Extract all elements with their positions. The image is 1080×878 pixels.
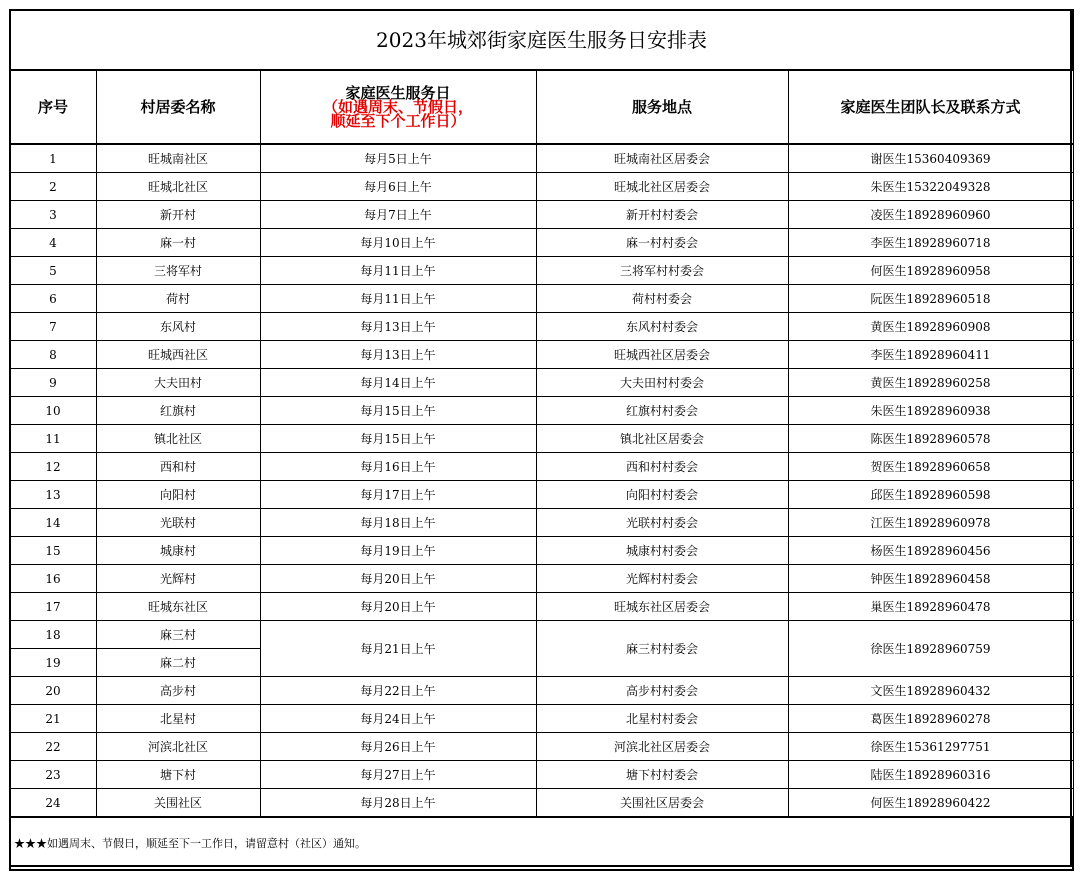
cell-location: 高步村村委会 — [536, 677, 788, 705]
cell-location: 塘下村村委会 — [536, 761, 788, 789]
cell-village: 旺城南社区 — [96, 144, 260, 173]
cell-service-day: 每月15日上午 — [260, 397, 536, 425]
cell-location: 关围社区居委会 — [536, 789, 788, 818]
cell-village: 关围社区 — [96, 789, 260, 818]
cell-village: 麻三村 — [96, 621, 260, 649]
cell-leader: 李医生18928960411 — [788, 341, 1073, 369]
cell-leader: 葛医生18928960278 — [788, 705, 1073, 733]
cell-leader: 黄医生18928960908 — [788, 313, 1073, 341]
cell-index: 20 — [10, 677, 96, 705]
cell-village: 西和村 — [96, 453, 260, 481]
cell-village: 河滨北社区 — [96, 733, 260, 761]
cell-village: 三将军村 — [96, 257, 260, 285]
cell-village: 旺城西社区 — [96, 341, 260, 369]
cell-location: 河滨北社区居委会 — [536, 733, 788, 761]
cell-leader: 何医生18928960422 — [788, 789, 1073, 818]
cell-leader: 朱医生15322049328 — [788, 173, 1073, 201]
cell-service-day: 每月15日上午 — [260, 425, 536, 453]
header-leader: 家庭医生团队长及联系方式 — [788, 70, 1073, 144]
cell-index: 4 — [10, 229, 96, 257]
cell-village: 红旗村 — [96, 397, 260, 425]
cell-index: 5 — [10, 257, 96, 285]
cell-service-day: 每月20日上午 — [260, 565, 536, 593]
cell-location: 西和村村委会 — [536, 453, 788, 481]
page-frame — [9, 9, 1072, 867]
cell-location: 大夫田村村委会 — [536, 369, 788, 397]
cell-village: 光联村 — [96, 509, 260, 537]
cell-leader: 凌医生18928960960 — [788, 201, 1073, 229]
cell-index: 15 — [10, 537, 96, 565]
cell-leader: 陆医生18928960316 — [788, 761, 1073, 789]
cell-service-day: 每月5日上午 — [260, 144, 536, 173]
cell-village: 大夫田村 — [96, 369, 260, 397]
cell-service-day: 每月13日上午 — [260, 313, 536, 341]
cell-leader: 邱医生18928960598 — [788, 481, 1073, 509]
cell-index: 18 — [10, 621, 96, 649]
cell-service-day: 每月14日上午 — [260, 369, 536, 397]
cell-service-day: 每月11日上午 — [260, 257, 536, 285]
cell-index: 2 — [10, 173, 96, 201]
cell-village: 镇北社区 — [96, 425, 260, 453]
cell-village: 麻一村 — [96, 229, 260, 257]
cell-village: 光辉村 — [96, 565, 260, 593]
cell-leader: 阮医生18928960518 — [788, 285, 1073, 313]
cell-service-day: 每月7日上午 — [260, 201, 536, 229]
cell-location: 光辉村村委会 — [536, 565, 788, 593]
cell-service-day: 每月28日上午 — [260, 789, 536, 818]
cell-village: 高步村 — [96, 677, 260, 705]
cell-index: 3 — [10, 201, 96, 229]
cell-village: 城康村 — [96, 537, 260, 565]
cell-location: 旺城南社区居委会 — [536, 144, 788, 173]
cell-village: 新开村 — [96, 201, 260, 229]
cell-location: 旺城东社区居委会 — [536, 593, 788, 621]
cell-location: 麻一村村委会 — [536, 229, 788, 257]
cell-leader: 徐医生18928960759 — [788, 621, 1073, 677]
cell-index: 23 — [10, 761, 96, 789]
cell-location: 北星村村委会 — [536, 705, 788, 733]
cell-service-day: 每月26日上午 — [260, 733, 536, 761]
cell-location: 光联村村委会 — [536, 509, 788, 537]
cell-village: 麻二村 — [96, 649, 260, 677]
cell-location: 东风村村委会 — [536, 313, 788, 341]
cell-location: 红旗村村委会 — [536, 397, 788, 425]
cell-index: 19 — [10, 649, 96, 677]
cell-service-day: 每月20日上午 — [260, 593, 536, 621]
cell-index: 16 — [10, 565, 96, 593]
cell-service-day: 每月18日上午 — [260, 509, 536, 537]
cell-location: 城康村村委会 — [536, 537, 788, 565]
cell-leader: 朱医生18928960938 — [788, 397, 1073, 425]
cell-leader: 徐医生15361297751 — [788, 733, 1073, 761]
cell-leader: 何医生18928960958 — [788, 257, 1073, 285]
cell-village: 塘下村 — [96, 761, 260, 789]
cell-index: 1 — [10, 144, 96, 173]
cell-leader: 贺医生18928960658 — [788, 453, 1073, 481]
cell-location: 镇北社区居委会 — [536, 425, 788, 453]
cell-service-day: 每月11日上午 — [260, 285, 536, 313]
cell-leader: 陈医生18928960578 — [788, 425, 1073, 453]
cell-index: 14 — [10, 509, 96, 537]
cell-index: 24 — [10, 789, 96, 818]
cell-service-day: 每月19日上午 — [260, 537, 536, 565]
cell-index: 17 — [10, 593, 96, 621]
header-service-day-note-1: （如遇周末、节假日， — [322, 98, 473, 116]
cell-service-day: 每月21日上午 — [260, 621, 536, 677]
footnote: ★★★如遇周末、节假日，顺延至下一工作日，请留意村（社区）通知。 — [10, 817, 1073, 870]
cell-location: 麻三村村委会 — [536, 621, 788, 677]
header-service-day-note-2: 顺延至下个工作日） — [330, 112, 466, 130]
cell-index: 7 — [10, 313, 96, 341]
cell-service-day: 每月10日上午 — [260, 229, 536, 257]
header-village: 村居委名称 — [96, 70, 260, 144]
cell-index: 12 — [10, 453, 96, 481]
cell-leader: 谢医生15360409369 — [788, 144, 1073, 173]
cell-leader: 文医生18928960432 — [788, 677, 1073, 705]
header-service-day-label: 家庭医生服务日 — [345, 84, 451, 102]
cell-leader: 钟医生18928960458 — [788, 565, 1073, 593]
cell-leader: 江医生18928960978 — [788, 509, 1073, 537]
cell-index: 11 — [10, 425, 96, 453]
cell-leader: 杨医生18928960456 — [788, 537, 1073, 565]
header-location: 服务地点 — [536, 70, 788, 144]
cell-index: 6 — [10, 285, 96, 313]
cell-service-day: 每月22日上午 — [260, 677, 536, 705]
cell-location: 向阳村村委会 — [536, 481, 788, 509]
cell-service-day: 每月17日上午 — [260, 481, 536, 509]
cell-service-day: 每月13日上午 — [260, 341, 536, 369]
cell-index: 10 — [10, 397, 96, 425]
cell-village: 北星村 — [96, 705, 260, 733]
cell-village: 旺城北社区 — [96, 173, 260, 201]
cell-location: 荷村村委会 — [536, 285, 788, 313]
header-index: 序号 — [10, 70, 96, 144]
cell-village: 荷村 — [96, 285, 260, 313]
cell-service-day: 每月24日上午 — [260, 705, 536, 733]
cell-location: 旺城北社区居委会 — [536, 173, 788, 201]
cell-index: 9 — [10, 369, 96, 397]
cell-service-day: 每月16日上午 — [260, 453, 536, 481]
cell-index: 22 — [10, 733, 96, 761]
cell-index: 21 — [10, 705, 96, 733]
cell-service-day: 每月27日上午 — [260, 761, 536, 789]
cell-index: 13 — [10, 481, 96, 509]
cell-leader: 巢医生18928960478 — [788, 593, 1073, 621]
cell-village: 东风村 — [96, 313, 260, 341]
cell-location: 旺城西社区居委会 — [536, 341, 788, 369]
cell-location: 三将军村村委会 — [536, 257, 788, 285]
cell-village: 旺城东社区 — [96, 593, 260, 621]
cell-leader: 李医生18928960718 — [788, 229, 1073, 257]
cell-service-day: 每月6日上午 — [260, 173, 536, 201]
cell-index: 8 — [10, 341, 96, 369]
cell-location: 新开村村委会 — [536, 201, 788, 229]
cell-leader: 黄医生18928960258 — [788, 369, 1073, 397]
cell-village: 向阳村 — [96, 481, 260, 509]
table-title: 2023年城郊街家庭医生服务日安排表 — [10, 10, 1073, 70]
